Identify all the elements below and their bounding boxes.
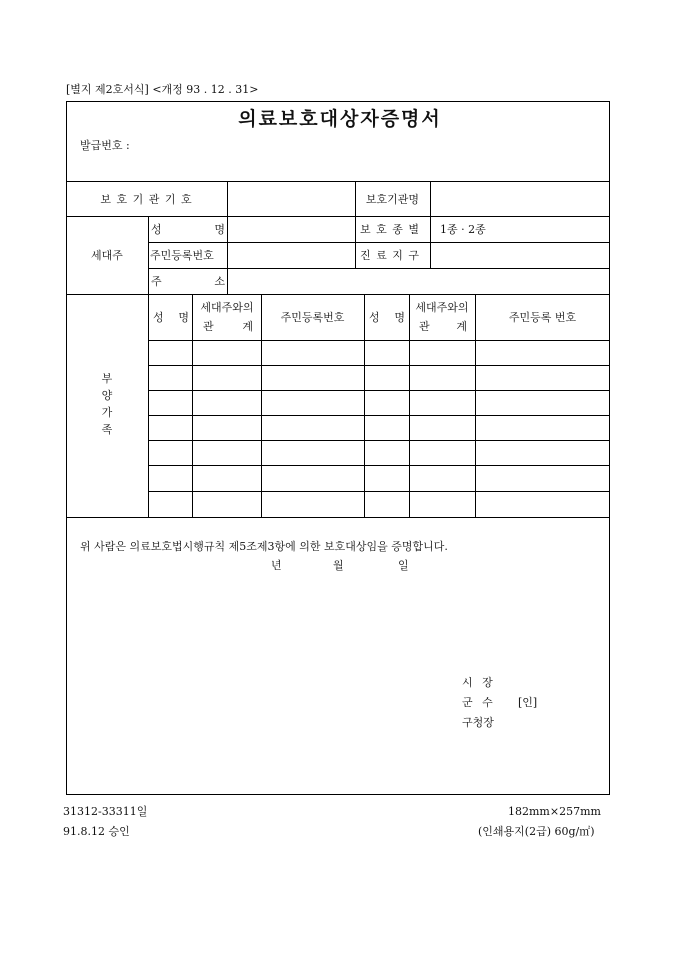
signer-mayor: 시 장	[462, 676, 496, 689]
dep-header-relation-top-2: 세대주와의	[415, 301, 469, 314]
householder-resident-no-label: 주민등록번호	[150, 249, 214, 262]
dep-header-relation-bottom: 관 계	[203, 320, 253, 333]
householder-address-label: 주 소	[151, 275, 225, 288]
footer-size: 182mm×257mm	[508, 805, 601, 818]
divider-vertical	[475, 294, 476, 517]
signer-county-head: 군 수	[462, 696, 496, 709]
seal-mark: [인]	[518, 696, 538, 709]
divider-dependents-header	[148, 340, 610, 341]
divider-vertical	[430, 216, 431, 268]
dependents-label-char: 부	[101, 372, 113, 385]
protection-type-label: 보 호 종 별	[360, 223, 420, 236]
divider-vertical	[364, 294, 365, 517]
footer-paper: (인쇄용지(2급) 60g/㎡)	[478, 825, 595, 838]
dependents-label-char: 족	[101, 423, 113, 436]
divider-householder-1	[148, 242, 610, 243]
certification-statement: 위 사람은 의료보호법시행규칙 제5조제3항에 의한 보호대상임을 증명합니다.	[80, 540, 448, 553]
divider-householder-2	[148, 268, 610, 269]
org-name-label: 보호기관명	[365, 193, 420, 206]
divider-dependents-row	[148, 365, 610, 366]
divider-vertical-section	[148, 216, 149, 517]
footer-form-code: 31312-33311일	[63, 805, 148, 818]
dep-header-relation-bottom-2: 관 계	[419, 320, 467, 333]
form-header-note: [별지 제2호서식] <개정 93 . 12 . 31>	[66, 83, 259, 96]
date-day-label: 일	[398, 559, 409, 572]
footer-approval: 91.8.12 승인	[63, 825, 130, 838]
divider-vertical	[355, 216, 356, 268]
date-year-label: 년	[271, 559, 282, 572]
divider-vertical	[430, 181, 431, 216]
dependents-section-label	[66, 370, 148, 438]
dep-header-resident-no-2: 주민등록 번호	[508, 311, 577, 324]
divider-dependents-row	[148, 491, 610, 492]
treatment-district-label: 진 료 지 구	[360, 249, 420, 262]
divider-dependents-row	[148, 415, 610, 416]
divider-vertical	[227, 181, 228, 216]
dep-header-relation-top: 세대주와의	[200, 301, 254, 314]
householder-section-label: 세대주	[91, 249, 123, 262]
divider-vertical	[227, 216, 228, 294]
dependents-label-char: 양	[101, 389, 113, 402]
dep-header-name: 성 명	[153, 311, 189, 324]
divider-dependents-row	[148, 390, 610, 391]
divider-vertical	[409, 294, 410, 517]
dependents-label-char: 가	[101, 406, 113, 419]
document-title: 의료보호대상자증명서	[238, 108, 442, 130]
divider-dependents-bottom	[66, 517, 610, 518]
divider-dependents-row	[148, 465, 610, 466]
issue-number-label: 발급번호 :	[80, 139, 130, 152]
org-code-label: 보 호 기 관 기 호	[100, 193, 193, 206]
divider-vertical	[192, 294, 193, 517]
date-month-label: 월	[333, 559, 344, 572]
divider-dependents-row	[148, 440, 610, 441]
dep-header-resident-no: 주민등록번호	[280, 311, 345, 324]
householder-name-label: 성 명	[151, 223, 225, 236]
signer-district-head: 구청장	[462, 716, 494, 729]
dep-header-name-2: 성 명	[369, 311, 405, 324]
protection-type-value[interactable]: 1종 · 2종	[440, 223, 486, 236]
divider-vertical	[261, 294, 262, 517]
divider-top-section	[66, 181, 610, 182]
